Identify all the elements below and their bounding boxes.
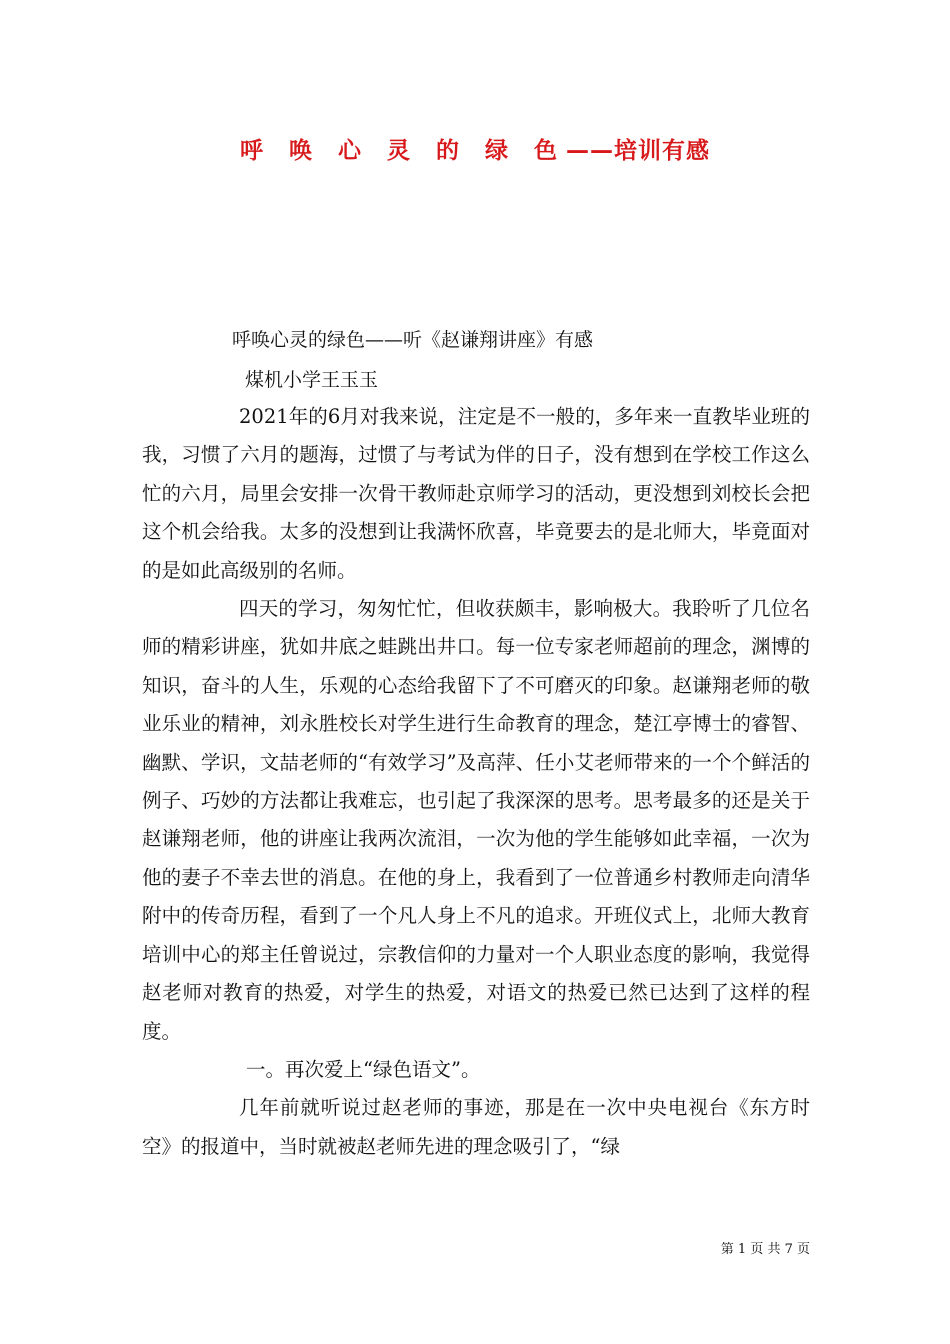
document-title xyxy=(0,132,950,165)
article-subtitle: 呼唤心灵的绿色——听《赵谦翔讲座》有感 xyxy=(232,329,594,351)
author-line: 煤机小学王玉玉 xyxy=(245,369,379,391)
title-suffix: ——培训有感 xyxy=(566,138,711,164)
article-body xyxy=(142,398,810,1166)
page-footer: 第 1 页 共 7 页 xyxy=(720,1242,810,1257)
title-main: 呼 唤 心 灵 的 绿 色 xyxy=(239,138,567,164)
paragraph-3: 几年前就听说过赵老师的事迹，那是在一次中央电视台《东方时空》的报道中，当时就被赵老师先进的理念吸引了，“绿 xyxy=(142,1096,810,1158)
paragraph-2: 四天的学习，匆匆忙忙，但收获颇丰，影响极大。我聆听了几位名师的精彩讲座，犹如井底之蛙跳出井口。每一位专家老师超前的理念，渊博的知识，奋斗的人生，乐观的心态给我留下了不可磨灭的印象。赵谦翔老师的敬业乐业的精神，刘永胜校长对学生进行生命教育的理念，楚江亭博士的睿智、幽默、学识，文喆老师的“有效学习”及高萍、任小艾老师带来的一个个鲜活的例子、巧妙的方法都让我难忘，也引起了我深深的思考。思考最多的还是关于赵谦翔老师，他的讲座让我两次流泪，一次为他的学生能够如此幸福，一次为他的妻子不幸去世的消息。在他的身上，我看到了一位普通乡村教师走向清华附中的传奇历程，看到了一个凡人身上不凡的追求。开班仪式上，北师大教育培训中心的郑主任曾说过，宗教信仰的力量对一个人职业态度的影响，我觉得赵老师对教育的热爱，对学生的热爱，对语文的热爱已然已达到了这样的程度。 xyxy=(142,597,810,1043)
section-heading: 一。再次爱上“绿色语文”。 xyxy=(246,1057,481,1081)
paragraph-1: 2021年的6月对我来说，注定是不一般的，多年来一直教毕业班的我，习惯了六月的题海，过惯了与考试为伴的日子，没有想到在学校工作这么忙的六月，局里会安排一次骨干教师赴京师学习的活动，更没想到刘校长会把这个机会给我。太多的没想到让我满怀欣喜，毕竟要去的是北师大，毕竟面对的是如此高级别的名师。 xyxy=(142,405,810,582)
